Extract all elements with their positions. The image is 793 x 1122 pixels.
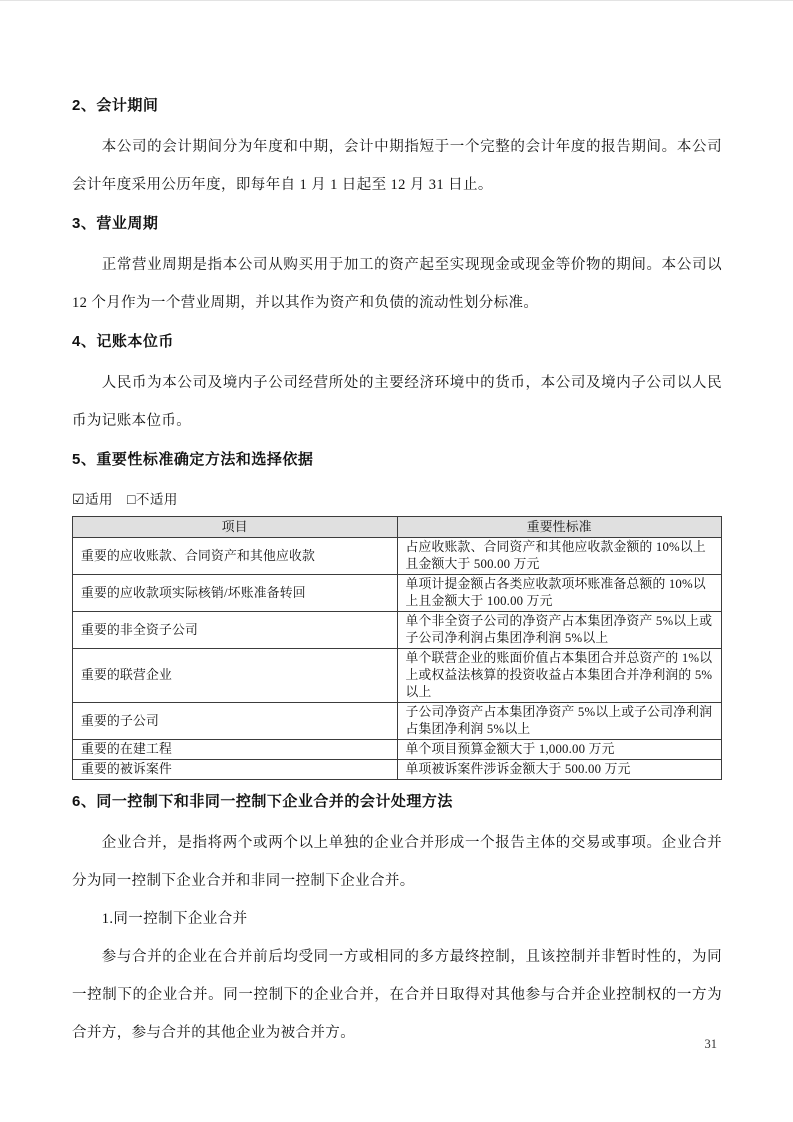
table-row: [73, 538, 722, 575]
paragraph: 参与合并的企业在合并前后均受同一方或相同的多方最终控制，且该控制并非暂时性的，为同一控制下的企业合并。同一控制下的企业合并，在合并日取得对其他参与合并企业控制权的一方为合并方，参与合并的其他企业为被合并方。: [72, 949, 722, 1041]
not-applicable-option: [127, 492, 178, 507]
item-cell: 重要的子公司: [73, 703, 398, 740]
applicability-line: [72, 492, 722, 509]
item-cell: 重要的被诉案件: [73, 760, 398, 780]
section-body: [72, 824, 722, 1052]
section-heading-materiality-criteria: 5、重要性标准确定方法和选择依据: [72, 451, 314, 468]
section-heading-business-combinations: 6、同一控制下和非同一控制下企业合并的会计处理方法: [72, 793, 453, 810]
criteria-cell: 单项被诉案件涉诉金额大于 500.00 万元: [397, 760, 722, 780]
item-cell: 重要的应收款项实际核销/坏账准备转回: [73, 575, 398, 612]
criteria-cell: 单项计提金额占各类应收款项坏账准备总额的 10%以上且金额大于 100.00 万元: [397, 575, 722, 612]
not-applicable-label: 不适用: [135, 492, 178, 507]
paragraph: 本公司的会计期间分为年度和中期，会计中期指短于一个完整的会计年度的报告期间。本公司会计年度采用公历年度，即每年自 1 月 1 日起至 12 月 31 日止。: [72, 139, 722, 193]
criteria-cell: 单个联营企业的账面价值占本集团合并总资产的 1%以上或权益法核算的投资收益占本集团合并净利润的 5%以上: [397, 649, 722, 703]
applicable-label: 适用: [85, 492, 114, 507]
section-heading-accounting-period: 2、会计期间: [72, 97, 159, 114]
item-cell: 重要的在建工程: [73, 740, 398, 760]
materiality-criteria-table: [72, 516, 722, 780]
table-row: [73, 575, 722, 612]
table-row: [73, 703, 722, 740]
page-number: 31: [704, 1037, 717, 1051]
paragraph: 人民币为本公司及境内子公司经营所处的主要经济环境中的货币，本公司及境内子公司以人民币为记账本位币。: [72, 375, 722, 429]
table-row: [73, 740, 722, 760]
subsection-title: 1.同一控制下企业合并: [101, 911, 248, 927]
applicable-option: [72, 492, 113, 507]
item-cell: 重要的应收账款、合同资产和其他应收款: [73, 538, 398, 575]
paragraph: 企业合并，是指将两个或两个以上单独的企业合并形成一个报告主体的交易或事项。企业合并分为同一控制下企业合并和非同一控制下企业合并。: [72, 835, 722, 889]
table-row: [73, 612, 722, 649]
table-row: [73, 760, 722, 780]
column-header-criteria: 重要性标准: [397, 517, 722, 538]
paragraph: 正常营业周期是指本公司从购买用于加工的资产起至实现现金或现金等价物的期间。本公司以 12 个月作为一个营业周期，并以其作为资产和负债的流动性划分标准。: [72, 257, 722, 311]
section-heading-functional-currency: 4、记账本位币: [72, 333, 174, 350]
checked-checkbox-icon: ☑: [72, 493, 86, 508]
criteria-cell: 单个项目预算金额大于 1,000.00 万元: [397, 740, 722, 760]
criteria-cell: 占应收账款、合同资产和其他应收款金额的 10%以上且金额大于 500.00 万元: [397, 538, 722, 575]
criteria-cell: 单个非全资子公司的净资产占本集团净资产 5%以上或子公司净利润占集团净利润 5%以上: [397, 612, 722, 649]
item-cell: 重要的联营企业: [73, 649, 398, 703]
table-header-row: [73, 517, 722, 538]
unchecked-checkbox-icon: □: [126, 493, 136, 508]
item-cell: 重要的非全资子公司: [73, 612, 398, 649]
page-content: [72, 98, 722, 1052]
column-header-item: 项目: [73, 517, 398, 538]
table-row: [73, 649, 722, 703]
section-heading-operating-cycle: 3、营业周期: [72, 215, 159, 232]
criteria-cell: 子公司净资产占本集团净资产 5%以上或子公司净利润占集团净利润 5%以上: [397, 703, 722, 740]
